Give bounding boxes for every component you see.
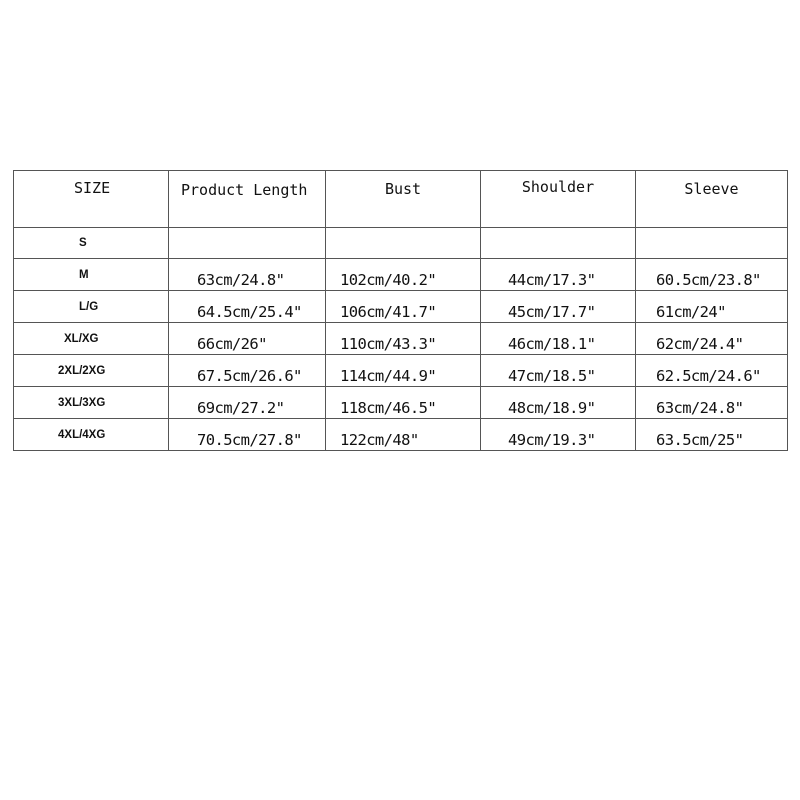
shoulder-value: 45cm/17.7" bbox=[481, 291, 636, 323]
size-label: L/G bbox=[14, 291, 169, 323]
header-bust: Bust bbox=[326, 171, 481, 228]
size-label: XL/XG bbox=[14, 323, 169, 355]
sleeve-value: 62.5cm/24.6" bbox=[636, 355, 788, 387]
product-length-value: 63cm/24.8" bbox=[169, 259, 326, 291]
table-header-row bbox=[14, 171, 788, 228]
product-length-value: 64.5cm/25.4" bbox=[169, 291, 326, 323]
size-label: 4XL/4XG bbox=[14, 419, 169, 451]
table-row bbox=[14, 419, 788, 451]
shoulder-value: 49cm/19.3" bbox=[481, 419, 636, 451]
table-row bbox=[14, 291, 788, 323]
bust-value bbox=[326, 228, 481, 259]
sleeve-value bbox=[636, 228, 788, 259]
size-label: M bbox=[14, 259, 169, 291]
bust-value: 114cm/44.9" bbox=[326, 355, 481, 387]
size-label: 3XL/3XG bbox=[14, 387, 169, 419]
header-product-length: Product Length bbox=[169, 171, 326, 228]
shoulder-value: 47cm/18.5" bbox=[481, 355, 636, 387]
sleeve-value: 60.5cm/23.8" bbox=[636, 259, 788, 291]
table-row bbox=[14, 323, 788, 355]
table-row bbox=[14, 355, 788, 387]
product-length-value: 69cm/27.2" bbox=[169, 387, 326, 419]
bust-value: 118cm/46.5" bbox=[326, 387, 481, 419]
product-length-value bbox=[169, 228, 326, 259]
header-size: SIZE bbox=[14, 171, 169, 228]
header-sleeve: Sleeve bbox=[636, 171, 788, 228]
bust-value: 106cm/41.7" bbox=[326, 291, 481, 323]
sleeve-value: 62cm/24.4" bbox=[636, 323, 788, 355]
sleeve-value: 63.5cm/25" bbox=[636, 419, 788, 451]
bust-value: 122cm/48" bbox=[326, 419, 481, 451]
sleeve-value: 61cm/24" bbox=[636, 291, 788, 323]
table-row bbox=[14, 259, 788, 291]
size-label: 2XL/2XG bbox=[14, 355, 169, 387]
size-chart-table bbox=[13, 170, 788, 451]
product-length-value: 67.5cm/26.6" bbox=[169, 355, 326, 387]
shoulder-value: 46cm/18.1" bbox=[481, 323, 636, 355]
table-row bbox=[14, 387, 788, 419]
header-shoulder: Shoulder bbox=[481, 171, 636, 228]
bust-value: 110cm/43.3" bbox=[326, 323, 481, 355]
product-length-value: 66cm/26" bbox=[169, 323, 326, 355]
bust-value: 102cm/40.2" bbox=[326, 259, 481, 291]
product-length-value: 70.5cm/27.8" bbox=[169, 419, 326, 451]
sleeve-value: 63cm/24.8" bbox=[636, 387, 788, 419]
shoulder-value bbox=[481, 228, 636, 259]
size-label: S bbox=[14, 228, 169, 259]
shoulder-value: 44cm/17.3" bbox=[481, 259, 636, 291]
shoulder-value: 48cm/18.9" bbox=[481, 387, 636, 419]
table-row bbox=[14, 228, 788, 259]
